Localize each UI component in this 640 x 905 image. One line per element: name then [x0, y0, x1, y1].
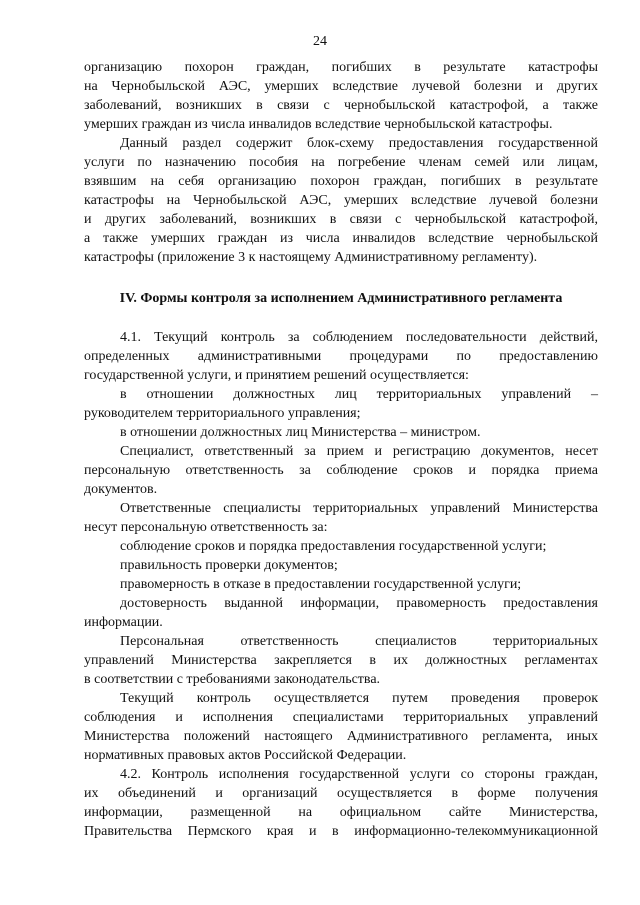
text-line: персональную ответственность за соблюдение сроков и порядка приема [84, 463, 598, 478]
text-line: взявшим на себя организацию похорон граждан, погибших в результате [84, 174, 598, 189]
text-line: их объединений и организаций осуществляется в форме получения [84, 786, 598, 801]
text-line: руководителем территориального управления; [84, 406, 361, 421]
page-number: 24 [313, 34, 327, 49]
text-line: правомерность в отказе в предоставлении государственной услуги; [120, 577, 522, 592]
text-line: правильность проверки документов; [120, 558, 338, 573]
paragraph-ministry [84, 423, 598, 442]
paragraph-4-1 [84, 328, 598, 385]
text-line: катастрофы на Чернобыльской АЭС, умерших вследствие лучевой болезни [84, 193, 598, 208]
text-line: Персональная ответственность специалистов территориальных [120, 634, 598, 649]
text-line: определенных административными процедурами по предоставлению [84, 349, 598, 364]
text-line: 4.1. Текущий контроль за соблюдением последовательности действий, [120, 330, 598, 345]
text-line: в отношении должностных лиц территориальных управлений – [120, 387, 598, 402]
paragraph-section-description [84, 134, 598, 267]
text-line: Текущий контроль осуществляется путем проведения проверок [120, 691, 598, 706]
paragraph-intro [84, 58, 598, 134]
text-line: документов. [84, 482, 158, 497]
section-heading: IV. Формы контроля за исполнением Административного регламента [119, 291, 563, 306]
text-line: Министерства положений настоящего Административного регламента, иных [84, 729, 598, 744]
paragraph-current-control [84, 689, 598, 765]
text-line: умерших граждан из числа инвалидов вследствие чернобыльской катастрофы. [84, 117, 553, 132]
paragraph-specialist [84, 442, 598, 499]
list-item-terms [84, 537, 598, 556]
text-line: Данный раздел содержит блок-схему предоставления государственной [120, 136, 598, 151]
list-item-refusal [84, 575, 598, 594]
text-line: Правительства Пермского края и в информационно-телекоммуникационной [84, 824, 598, 839]
text-line: государственной услуги, и принятием решений осуществляется: [84, 368, 469, 383]
text-line: Ответственные специалисты территориальных управлений Министерства [120, 501, 598, 516]
paragraph-territorial [84, 385, 598, 423]
text-line: достоверность выданной информации, правомерность предоставления [120, 596, 598, 611]
text-line: а также умерших граждан из числа инвалидов вследствие чернобыльской [84, 231, 598, 246]
text-line: соблюдения и исполнения специалистами территориальных управлений [84, 710, 598, 725]
text-line: услуги по назначению пособия на погребение членам семей или лицам, [84, 155, 598, 170]
text-line: соблюдение сроков и порядка предоставления государственной услуги; [120, 539, 547, 554]
text-line: на Чернобыльской АЭС, умерших вследствие лучевой болезни и других [84, 79, 598, 94]
text-line: информации, размещенной на официальном сайте Министерства, [84, 805, 598, 820]
text-line: управлений Министерства закрепляется в их должностных регламентах [84, 653, 598, 668]
text-line: организацию похорон граждан, погибших в результате катастрофы [84, 60, 598, 75]
text-line: заболеваний, возникших в связи с чернобыльской катастрофой, а также [84, 98, 598, 113]
document-body [84, 58, 598, 841]
paragraph-reliability [84, 594, 598, 632]
text-line: несут персональную ответственность за: [84, 520, 328, 535]
text-line: в отношении должностных лиц Министерства – министром. [120, 425, 481, 440]
text-line: нормативных правовых актов Российской Федерации. [84, 748, 407, 763]
text-line: Специалист, ответственный за прием и регистрацию документов, несет [120, 444, 598, 459]
text-line: информации. [84, 615, 163, 630]
text-line: и других заболеваний, возникших в связи с чернобыльской катастрофой, [84, 212, 598, 227]
paragraph-responsible [84, 499, 598, 537]
paragraph-4-2 [84, 765, 598, 841]
text-line: катастрофы (приложение 3 к настоящему Административному регламенту). [84, 250, 538, 265]
text-line: в соответствии с требованиями законодательства. [84, 672, 381, 687]
list-item-check [84, 556, 598, 575]
text-line: 4.2. Контроль исполнения государственной услуги со стороны граждан, [120, 767, 598, 782]
paragraph-personal [84, 632, 598, 689]
